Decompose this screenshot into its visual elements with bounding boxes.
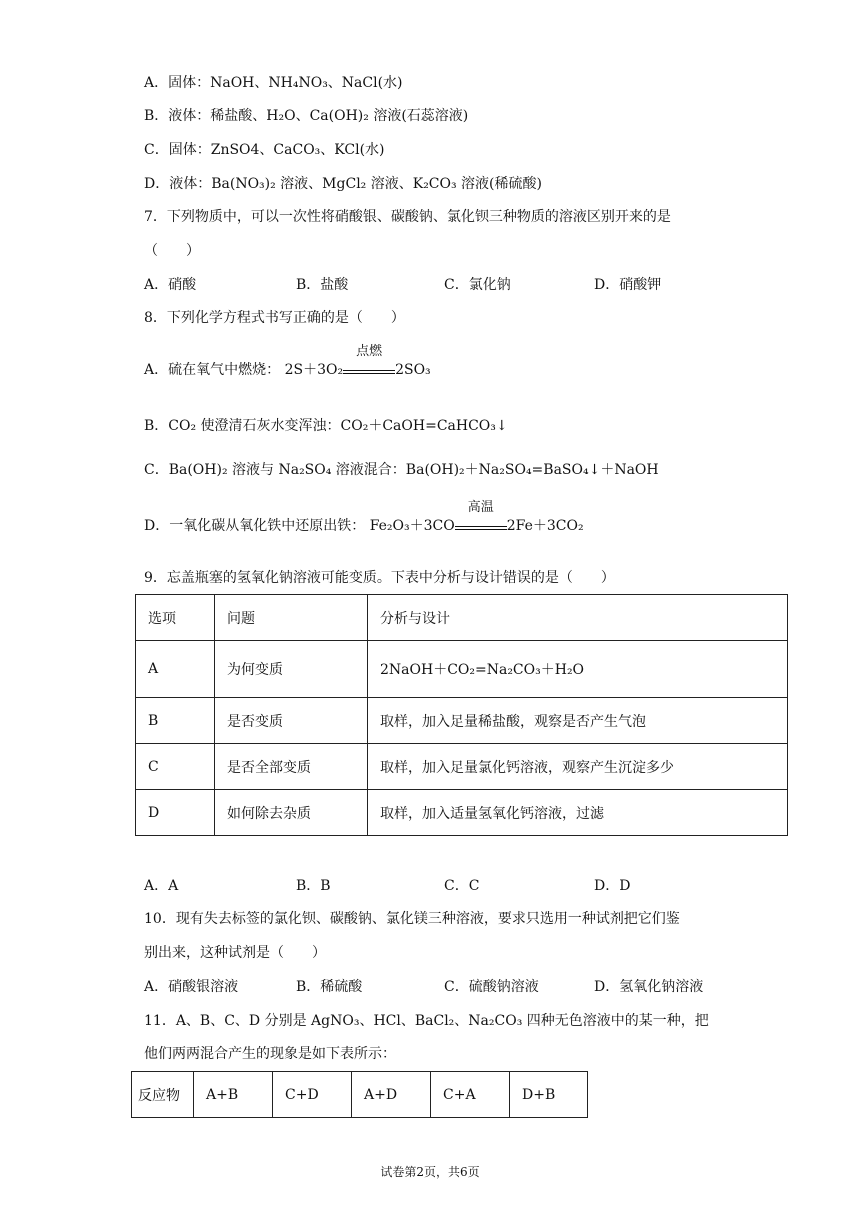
table-cell: 2NaOH＋CO₂=Na₂CO₃＋H₂O bbox=[368, 641, 788, 698]
q10-option-b: B．稀硫酸 bbox=[296, 979, 363, 995]
table-cell: 为何变质 bbox=[215, 641, 368, 698]
q9-stem: 9．忘盖瓶塞的氢氧化钠溶液可能变质。下表中分析与设计错误的是（ ） bbox=[144, 570, 615, 586]
q8-d-right: 2Fe＋3CO₂ bbox=[506, 518, 584, 534]
table-row bbox=[136, 595, 788, 641]
table-cell: 取样，加入适量氢氧化钙溶液，过滤 bbox=[368, 790, 788, 836]
table-cell: 取样，加入足量氯化钙溶液，观察产生沉淀多少 bbox=[368, 744, 788, 790]
table-cell: 如何除去杂质 bbox=[215, 790, 368, 836]
table-cell: 是否全部变质 bbox=[215, 744, 368, 790]
table-header-cell: A+B bbox=[194, 1072, 273, 1118]
table-cell: B bbox=[136, 698, 215, 744]
q7-blank: （ ） bbox=[144, 243, 200, 259]
table-row bbox=[136, 641, 788, 698]
table-row bbox=[136, 744, 788, 790]
q8-d-left: Fe₂O₃＋3CO bbox=[369, 518, 455, 534]
table-header-cell: C+D bbox=[273, 1072, 352, 1118]
table-cell: C bbox=[136, 744, 215, 790]
q6-option-c: C．固体：ZnSO4、CaCO₃、KCl(水) bbox=[144, 142, 385, 158]
table-header-cell: D+B bbox=[510, 1072, 588, 1118]
q9-table bbox=[135, 594, 788, 836]
reaction-condition-arrow bbox=[455, 500, 507, 530]
q9-option-d: D．D bbox=[594, 878, 631, 894]
q9-option-b: B．B bbox=[296, 878, 331, 894]
q10-option-a: A．硝酸银溶液 bbox=[144, 979, 239, 995]
table-header-cell: 反应物 bbox=[132, 1072, 194, 1118]
q8-d-condition: 高温 bbox=[467, 500, 494, 515]
table-row bbox=[136, 698, 788, 744]
q9-option-c: C．C bbox=[444, 878, 480, 894]
q8-option-a bbox=[144, 344, 431, 380]
q10-option-c: C．硫酸钠溶液 bbox=[444, 979, 539, 995]
q10-line1: 10．现有失去标签的氯化钡、碳酸钠、氯化镁三种溶液，要求只选用一种试剂把它们鉴 bbox=[144, 911, 680, 927]
q11-line1: 11．A、B、C、D 分别是 AgNO₃、HCl、BaCl₂、Na₂CO₃ 四种无色溶液中的某一种，把 bbox=[144, 1013, 709, 1029]
page-footer: 试卷第2页，共6页 bbox=[380, 1165, 480, 1179]
table-header-cell: 选项 bbox=[136, 595, 215, 641]
table-cell: A bbox=[136, 641, 215, 698]
q11-line2: 他们两两混合产生的现象是如下表所示： bbox=[144, 1046, 396, 1062]
q8-d-prefix: D．一氧化碳从氧化铁中还原出铁： bbox=[144, 518, 366, 534]
table-header-cell: 分析与设计 bbox=[368, 595, 788, 641]
table-cell: 是否变质 bbox=[215, 698, 368, 744]
table-header-cell: A+D bbox=[352, 1072, 431, 1118]
table-cell: D bbox=[136, 790, 215, 836]
table-header-cell: C+A bbox=[431, 1072, 510, 1118]
q7-option-b: B．盐酸 bbox=[296, 277, 349, 293]
q8-option-d bbox=[144, 500, 584, 536]
q7-stem: 7．下列物质中，可以一次性将硝酸银、碳酸钠、氯化钡三种物质的溶液区别开来的是 bbox=[144, 209, 671, 225]
q8-stem: 8．下列化学方程式书写正确的是（ ） bbox=[144, 310, 405, 326]
q7-option-a: A．硝酸 bbox=[144, 277, 197, 293]
q10-option-d: D．氢氧化钠溶液 bbox=[594, 979, 704, 995]
q11-table bbox=[131, 1071, 588, 1118]
q9-option-a: A．A bbox=[144, 878, 179, 894]
q6-option-d: D．液体：Ba(NO₃)₂ 溶液、MgCl₂ 溶液、K₂CO₃ 溶液(稀硫酸) bbox=[144, 176, 542, 192]
q6-option-b: B．液体：稀盐酸、H₂O、Ca(OH)₂ 溶液(石蕊溶液) bbox=[144, 108, 469, 124]
q8-a-left: 2S＋3O₂ bbox=[284, 362, 344, 378]
reaction-condition-arrow bbox=[343, 344, 395, 374]
q8-option-c: C．Ba(OH)₂ 溶液与 Na₂SO₄ 溶液混合：Ba(OH)₂＋Na₂SO₄=BaSO₄↓＋NaOH bbox=[144, 462, 659, 478]
table-cell: 取样，加入足量稀盐酸，观察是否产生气泡 bbox=[368, 698, 788, 744]
q7-option-c: C．氯化钠 bbox=[444, 277, 511, 293]
table-row bbox=[136, 790, 788, 836]
table-row bbox=[132, 1072, 588, 1118]
q6-option-a: A．固体：NaOH、NH₄NO₃、NaCl(水) bbox=[144, 75, 403, 91]
q7-option-d: D．硝酸钾 bbox=[594, 277, 662, 293]
table-header-cell: 问题 bbox=[215, 595, 368, 641]
q10-line2: 别出来，这种试剂是（ ） bbox=[144, 945, 326, 961]
q8-a-prefix: A．硫在氧气中燃烧： bbox=[144, 362, 281, 378]
q8-a-right: 2SO₃ bbox=[395, 362, 431, 378]
q8-a-condition: 点燃 bbox=[356, 344, 383, 359]
q8-option-b: B．CO₂ 使澄清石灰水变浑浊：CO₂＋CaOH=CaHCO₃↓ bbox=[144, 418, 508, 434]
